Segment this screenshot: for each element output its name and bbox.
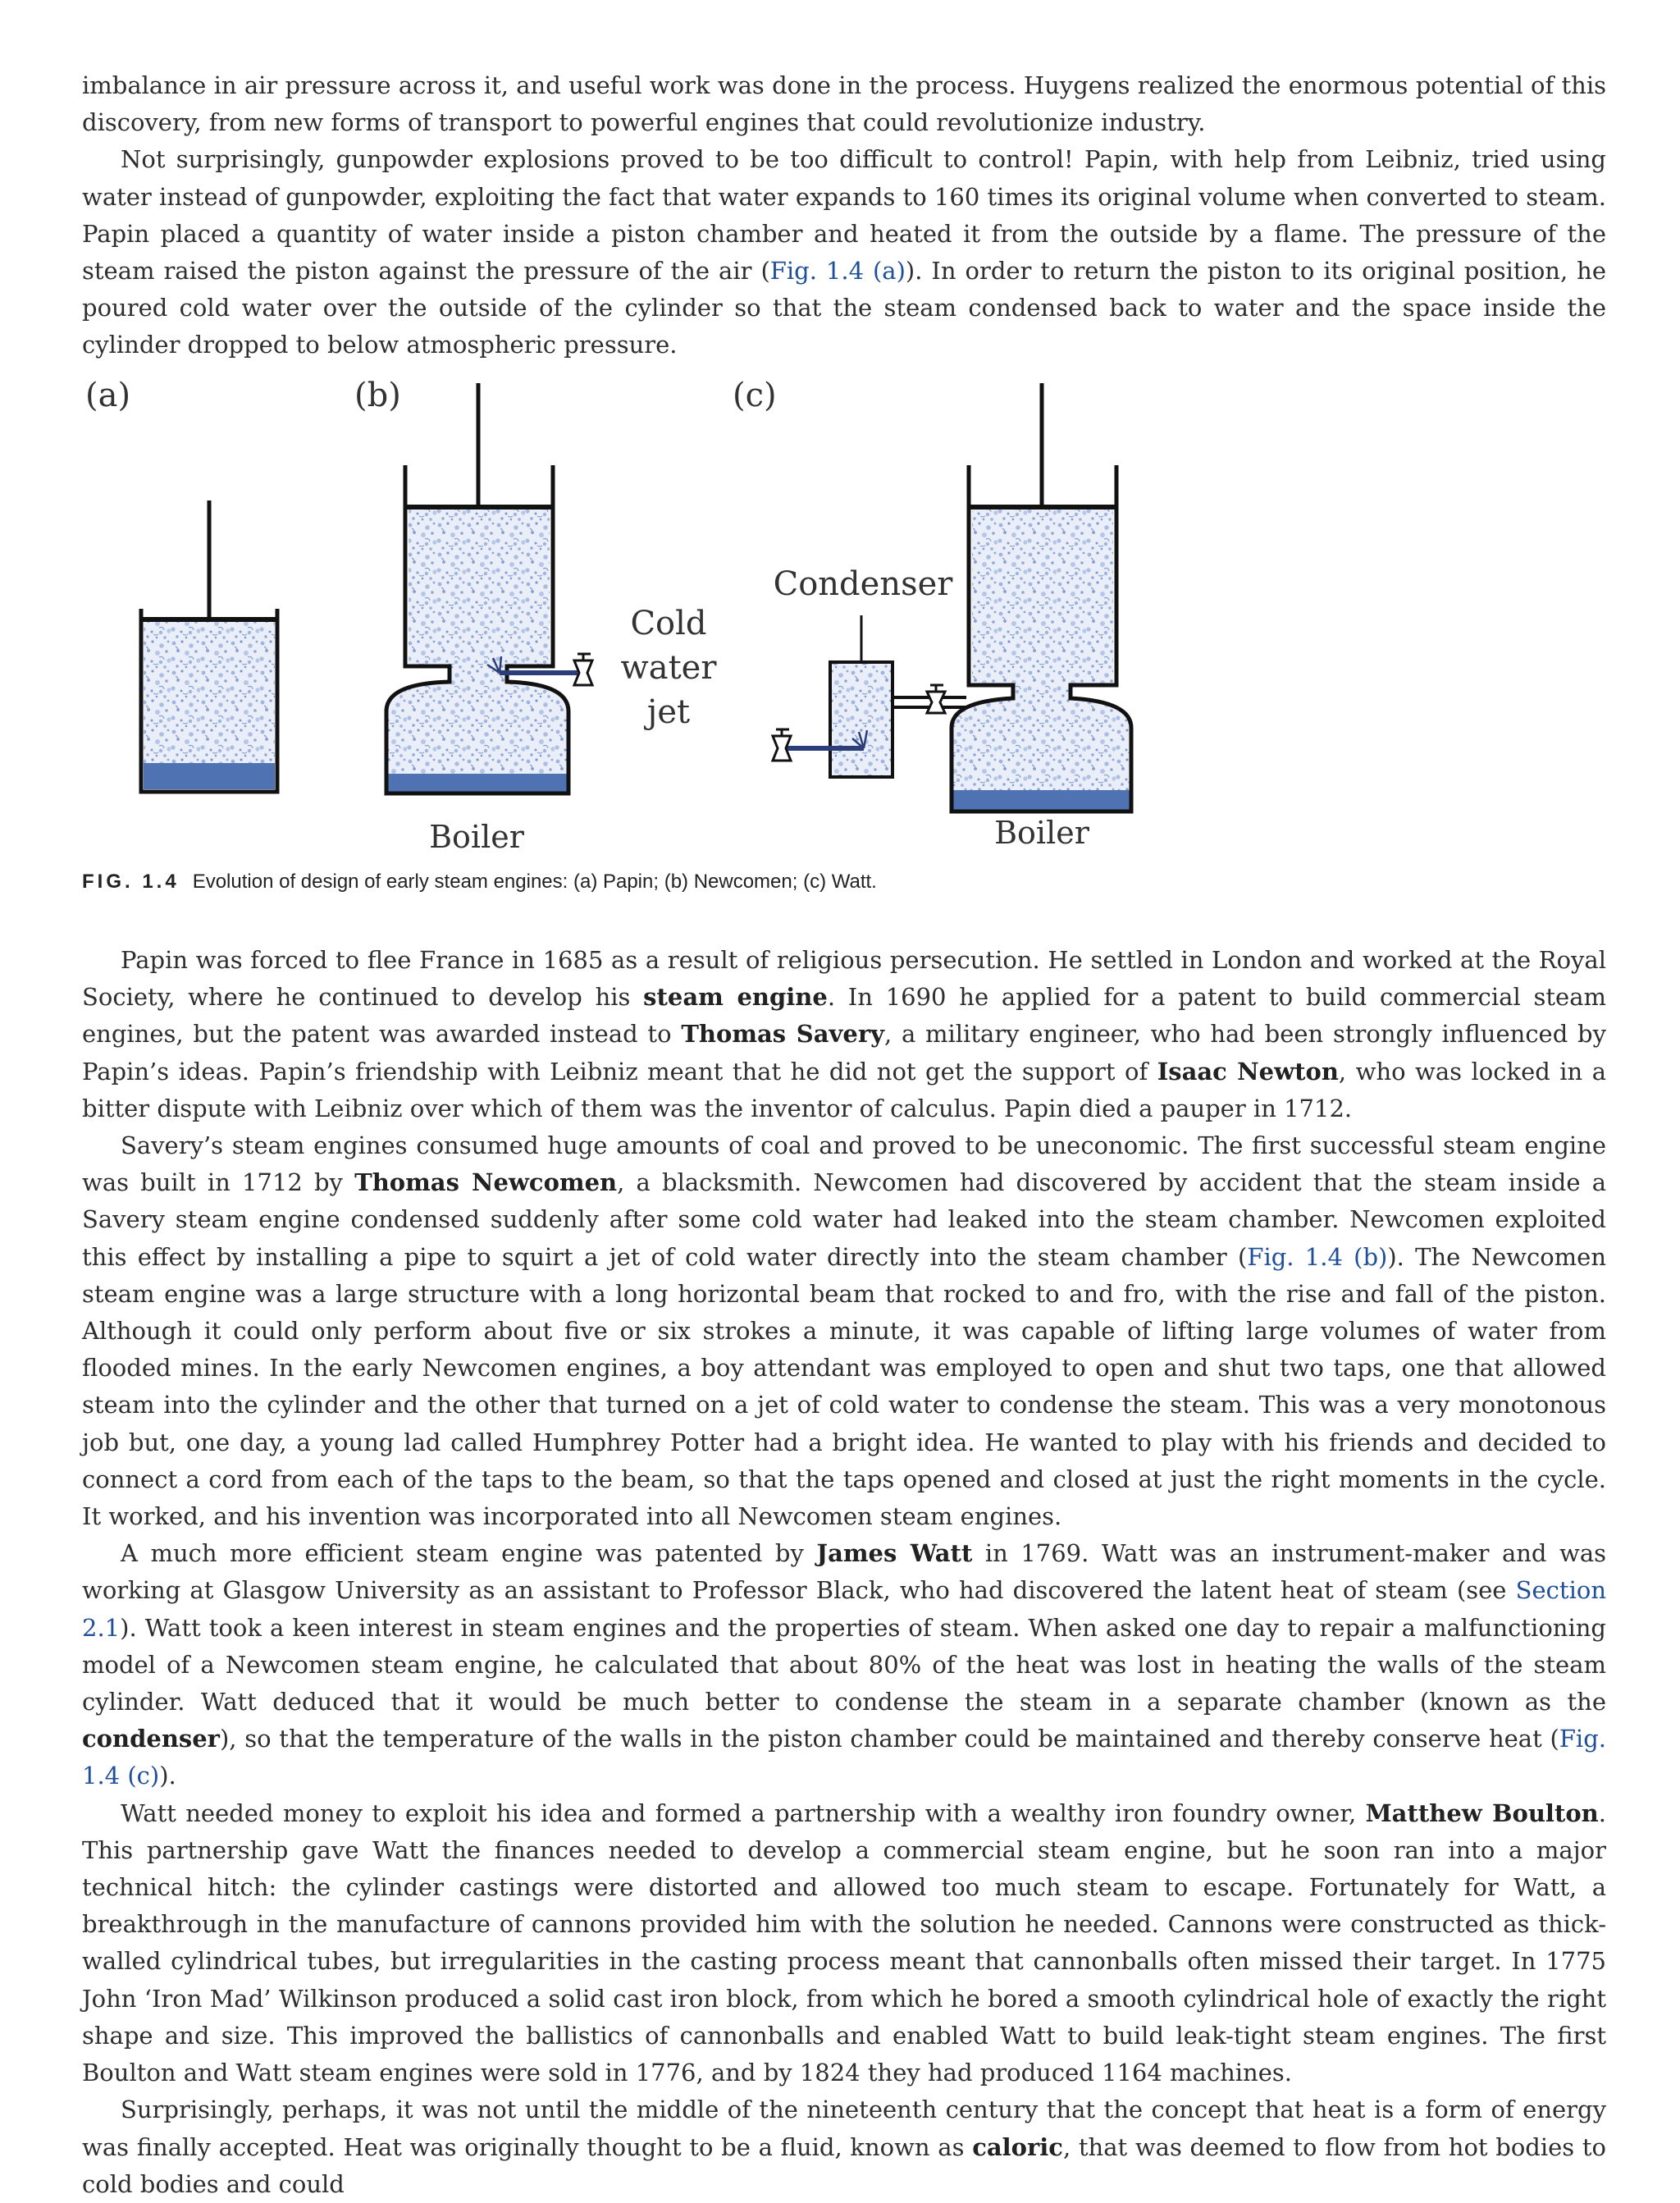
paragraph [82, 141, 1606, 363]
jet-tap-icon [574, 654, 592, 685]
newcomen-steam [388, 509, 567, 774]
paragraph [82, 1795, 1606, 2092]
text-run: ). In order to return the piston to its original position, he poured cold water over the outside of the cylinder so that the steam condensed back to water and the space inside the cylinder dropped to below atmospheric pressure. [82, 257, 1606, 359]
text-run: in 1769. Watt was an instrument-maker and was working at Glasgow University as an assistant to Professor Black, who had discovered the latent heat of steam (see [82, 1539, 1607, 1605]
paragraph [82, 67, 1606, 141]
figure-caption-label: FIG. 1.4 [82, 871, 180, 893]
panel-c-label: (c) [733, 377, 777, 414]
paragraph [82, 1127, 1606, 1535]
text-run: , who was locked in a bitter dispute with Leibniz over which of them was the inventor of calculus. Papin died a pauper in 1712. [82, 1057, 1606, 1122]
text-run: ). [159, 1762, 176, 1790]
papin-water [144, 763, 275, 789]
panel-b-label: (b) [354, 377, 401, 414]
bold-term: Isaac Newton [1157, 1057, 1339, 1086]
text-run: Surprisingly, perhaps, it was not until the middle of the nineteenth century that the concept that heat is a form of energy was finally accepted. Heat was originally thought to be a fluid, known as [82, 2096, 1606, 2161]
papin-engine [141, 500, 277, 792]
watt-steam [953, 509, 1130, 790]
bold-term: James Watt [816, 1539, 973, 1568]
text-run: , a blacksmith. Newcomen had discovered by accident that the steam inside a Savery steam engine condensed suddenly after some cold water had leaked into the steam chamber. Newcomen exploited this effect by installing a pipe to squirt a jet of cold water directly into the steam chamber ( [82, 1168, 1607, 1271]
newcomen-water [388, 774, 567, 793]
paragraph [82, 942, 1606, 1127]
text-run: ), so that the temperature of the walls in the piston chamber could be maintained and thereby conserve heat ( [219, 1725, 1559, 1753]
watt-engine [773, 383, 1131, 811]
water-label: water [620, 649, 717, 687]
newcomen-engine [386, 383, 592, 793]
text-run: Papin was forced to flee France in 1685 as a result of religious persecution. He settled in London and worked at the Royal Society, where he continued to develop his [82, 946, 1606, 1012]
text-run: imbalance in air pressure across it, and useful work was done in the process. Huygens realized the enormous potential of this discovery, from new forms of transport to powerful engines that could revolutionize industry. [82, 71, 1606, 137]
cold-label: Cold [630, 605, 707, 642]
paragraph [82, 1535, 1606, 1794]
condenser-chamber [830, 662, 892, 777]
bottom-text-block [82, 942, 1606, 2203]
top-text-block [82, 67, 1606, 364]
boiler-label-c: Boiler [994, 815, 1089, 851]
steam-engine-diagram [82, 373, 1247, 857]
text-run: Savery’s steam engines consumed huge amounts of coal and proved to be uneconomic. The first successful steam engine was built in 1712 by [82, 1131, 1606, 1197]
bold-term: Thomas Savery [681, 1020, 884, 1049]
text-run: . This partnership gave Watt the finances needed to develop a commercial steam engine, but he soon ran into a major technical hitch: the cylinder castings were distorted and allowed too much steam to escape. Fortunately for Watt, a breakthrough in the manufacture of cannons provided him with the solution he needed. Cannons were constructed as thick-walled cylindrical tubes, but irregularities in the casting process meant that cannonballs often missed their target. In 1775 John ‘Iron Mad’ Wilkinson produced a solid cast iron block, from which he bored a smooth cylindrical hole of exactly the right shape and size. This improved the ballistics of cannonballs and enabled Watt to build leak-tight steam engines. The first Boulton and Watt steam engines were sold in 1776, and by 1824 they had produced 1164 machines. [82, 1799, 1606, 2087]
figure-caption-text: Evolution of design of early steam engines: (a) Papin; (b) Newcomen; (c) Watt. [192, 871, 877, 893]
boiler-label-b: Boiler [429, 819, 524, 855]
text-run: . In 1690 he applied for a patent to build commercial steam engines, but the patent was awarded instead to [82, 983, 1606, 1049]
watt-water [953, 790, 1130, 810]
text-run: A much more efficient steam engine was patented by [121, 1539, 817, 1568]
text-run: , that was deemed to flow from hot bodies to cold bodies and could [82, 2132, 1607, 2198]
text-run: ). Watt took a keen interest in steam engines and the properties of steam. When asked one day to repair a malfunctioning model of a Newcomen steam engine, he calculated that about 80% of the heat was lost in heating the walls of the steam cylinder. Watt deduced that it would be much better to condense the steam in a separate chamber (known as the [82, 1613, 1606, 1716]
condenser-label: Condenser [773, 565, 953, 603]
cross-reference-link[interactable]: Fig. 1.4 (b) [1247, 1242, 1388, 1271]
cross-reference-link[interactable]: Fig. 1.4 (a) [769, 257, 906, 286]
text-run: Not surprisingly, gunpowder explosions proved to be too difficult to control! Papin, with help from Leibniz, tried using water instead of gunpowder, exploiting the fact that water expands to 160 times its original volume when converted to steam. Papin placed a quantity of water inside a piston chamber and heated it from the outside by a flame. The pressure of the steam raised the piston against the pressure of the air ( [82, 145, 1606, 286]
panel-a-label: (a) [85, 377, 131, 414]
bold-term: Thomas Newcomen [354, 1168, 618, 1197]
cross-reference-link[interactable]: Section 2.1 [82, 1576, 1606, 1642]
papin-steam [144, 621, 275, 763]
jet-label: jet [646, 693, 691, 731]
transfer-tap-icon [927, 685, 945, 713]
condenser-tap-icon [773, 729, 791, 761]
bold-term: condenser [82, 1725, 220, 1753]
cross-reference-link[interactable]: Fig. 1.4 (c) [82, 1725, 1606, 1790]
text-run: Watt needed money to exploit his idea and formed a partnership with a wealthy iron foundry owner, [121, 1799, 1366, 1827]
paragraph [82, 2091, 1606, 2203]
figure-caption [82, 863, 877, 900]
text-run: ). The Newcomen steam engine was a large structure with a long horizontal beam that rocked to and fro, with the rise and fall of the piston. Although it could only perform about five or six strokes a minute, it was capable of lifting large volumes of water from flooded mines. In the early Newcomen engines, a boy attendant was employed to open and shut two taps, one that allowed steam into the cylinder and the other that turned on a jet of cold water to condense the steam. This was a very monotonous job but, one day, a young lad called Humphrey Potter had a bright idea. He wanted to play with his friends and decided to connect a cord from each of the taps to the beam, so that the taps opened and closed at just the right moments in the cycle. It worked, and his invention was incorporated into all Newcomen steam engines. [82, 1242, 1606, 1531]
text-run: , a military engineer, who had been strongly influenced by Papin’s ideas. Papin’s friendship with Leibniz meant that he did not get the support of [82, 1020, 1606, 1086]
bold-term: caloric [972, 2132, 1063, 2161]
bold-term: Matthew Boulton [1365, 1799, 1599, 1827]
bold-term: steam engine [643, 983, 828, 1012]
figure-1-4 [82, 373, 1606, 903]
